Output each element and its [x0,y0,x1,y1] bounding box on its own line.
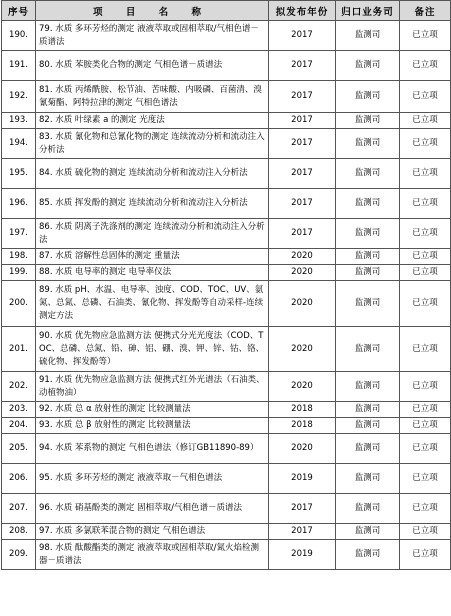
row-note: 已立项 [400,524,451,540]
table-row [2,418,451,434]
table-row [2,402,451,418]
row-note: 已立项 [400,265,451,281]
table-row [2,524,451,540]
row-release-year: 2017 [269,129,336,159]
row-item-name: 86. 水质 阴离子洗涤剂的测定 连续流动分析和流动注入分析法 [36,219,269,249]
table-row [2,464,451,494]
row-number: 203. [2,402,36,418]
row-number: 208. [2,524,36,540]
row-item-name: 80. 水质 苯胺类化合物的测定 气相色谱－质谱法 [36,51,269,81]
row-department: 监测司 [336,418,400,434]
row-note: 已立项 [400,189,451,219]
header-no: 序号 [2,1,36,21]
row-release-year: 2020 [269,327,336,372]
row-department: 监测司 [336,249,400,265]
table-row [2,281,451,327]
row-department: 监测司 [336,494,400,524]
row-number: 207. [2,494,36,524]
row-note: 已立项 [400,327,451,372]
row-note: 已立项 [400,21,451,51]
row-release-year: 2020 [269,434,336,464]
row-number: 197. [2,219,36,249]
row-department: 监测司 [336,372,400,402]
row-department: 监测司 [336,327,400,372]
row-department: 监测司 [336,524,400,540]
row-release-year: 2017 [269,159,336,189]
row-number: 192. [2,81,36,113]
row-release-year: 2020 [269,281,336,327]
row-number: 205. [2,434,36,464]
row-note: 已立项 [400,51,451,81]
row-release-year: 2018 [269,418,336,434]
row-release-year: 2020 [269,372,336,402]
table-row [2,21,451,51]
row-note: 已立项 [400,434,451,464]
table-header-row [2,1,451,21]
table-row [2,372,451,402]
row-item-name: 82. 水质 叶绿素 a 的测定 光度法 [36,113,269,129]
table-row [2,494,451,524]
table-row [2,189,451,219]
row-department: 监测司 [336,402,400,418]
row-note: 已立项 [400,372,451,402]
row-release-year: 2017 [269,524,336,540]
row-note: 已立项 [400,494,451,524]
row-item-name: 83. 水质 氰化物和总氰化物的测定 连续流动分析和流动注入分析法 [36,129,269,159]
row-item-name: 81. 水质 丙烯酰胺、松节油、苦味酸、内吸磷、百菌清、溴氰菊酯、阿特拉津的测定 气相色谱法 [36,81,269,113]
row-number: 191. [2,51,36,81]
row-note: 已立项 [400,81,451,113]
table-row [2,51,451,81]
row-item-name: 91. 水质 优先物应急监测方法 便携式红外光谱法（石油类、动植物油） [36,372,269,402]
row-number: 204. [2,418,36,434]
row-note: 已立项 [400,249,451,265]
row-note: 已立项 [400,129,451,159]
row-release-year: 2017 [269,494,336,524]
row-item-name: 88. 水质 电导率的测定 电导率仪法 [36,265,269,281]
row-number: 206. [2,464,36,494]
header-dept: 归口业务司 [336,1,400,21]
row-item-name: 84. 水质 硫化物的测定 连续流动分析和流动注入分析法 [36,159,269,189]
row-item-name: 89. 水质 pH、水温、电导率、浊度、COD、TOC、UV、氨氮、总氮、总磷、石油类、氰化物、挥发酚等自动采样-连续测定方法 [36,281,269,327]
table-row [2,249,451,265]
row-release-year: 2020 [269,265,336,281]
table-row [2,129,451,159]
row-note: 已立项 [400,418,451,434]
row-number: 199. [2,265,36,281]
table-row [2,81,451,113]
row-item-name: 87. 水质 溶解性总固体的测定 重量法 [36,249,269,265]
table-row [2,327,451,372]
row-note: 已立项 [400,113,451,129]
row-item-name: 96. 水质 硝基酚类的测定 固相萃取/气相色谱－质谱法 [36,494,269,524]
row-department: 监测司 [336,129,400,159]
row-item-name: 90. 水质 优先物应急监测方法 便携式分光光度法（COD、TOC、总磷、总氮、铅、砷、铝、硼、溴、钾、锌、钴、铬、硫化物、挥发酚等） [36,327,269,372]
row-note: 已立项 [400,402,451,418]
table-row [2,113,451,129]
row-number: 202. [2,372,36,402]
row-release-year: 2017 [269,189,336,219]
standards-table [1,0,451,570]
row-number: 190. [2,21,36,51]
row-number: 201. [2,327,36,372]
row-number: 196. [2,189,36,219]
row-department: 监测司 [336,51,400,81]
row-number: 194. [2,129,36,159]
header-name: 项 目 名 称 [36,1,269,21]
row-release-year: 2018 [269,402,336,418]
row-item-name: 79. 水质 多环芳烃的测定 液液萃取或固相萃取/气相色谱－质谱法 [36,21,269,51]
row-department: 监测司 [336,159,400,189]
table-row [2,540,451,570]
row-number: 195. [2,159,36,189]
row-number: 198. [2,249,36,265]
table-row [2,434,451,464]
row-department: 监测司 [336,81,400,113]
row-release-year: 2020 [269,249,336,265]
row-release-year: 2017 [269,21,336,51]
row-number: 193. [2,113,36,129]
row-release-year: 2017 [269,113,336,129]
row-item-name: 93. 水质 总 β 放射性的测定 比较测量法 [36,418,269,434]
row-note: 已立项 [400,281,451,327]
table-row [2,265,451,281]
row-note: 已立项 [400,464,451,494]
row-note: 已立项 [400,540,451,570]
header-note: 备注 [400,1,451,21]
row-department: 监测司 [336,21,400,51]
row-department: 监测司 [336,540,400,570]
table-row [2,219,451,249]
row-release-year: 2017 [269,81,336,113]
row-release-year: 2019 [269,540,336,570]
table-row [2,159,451,189]
row-item-name: 94. 水质 苯系物的测定 气相色谱法（修订GB11890-89） [36,434,269,464]
row-department: 监测司 [336,219,400,249]
row-number: 209. [2,540,36,570]
row-item-name: 95. 水质 多环芳烃的测定 液液萃取－气相色谱法 [36,464,269,494]
row-note: 已立项 [400,219,451,249]
header-year: 拟发布年份 [269,1,336,21]
row-item-name: 98. 水质 酞酸酯类的测定 液液萃取或固相萃取/氮火焰检测器－质谱法 [36,540,269,570]
row-department: 监测司 [336,113,400,129]
row-department: 监测司 [336,281,400,327]
row-department: 监测司 [336,434,400,464]
row-department: 监测司 [336,265,400,281]
row-release-year: 2019 [269,464,336,494]
row-release-year: 2017 [269,219,336,249]
row-note: 已立项 [400,159,451,189]
row-item-name: 85. 水质 挥发酚的测定 连续流动分析和流动注入分析法 [36,189,269,219]
row-item-name: 92. 水质 总 α 放射性的测定 比较测量法 [36,402,269,418]
row-release-year: 2017 [269,51,336,81]
row-number: 200. [2,281,36,327]
row-department: 监测司 [336,464,400,494]
row-item-name: 97. 水质 多氯联苯混合物的测定 气相色谱法 [36,524,269,540]
row-department: 监测司 [336,189,400,219]
